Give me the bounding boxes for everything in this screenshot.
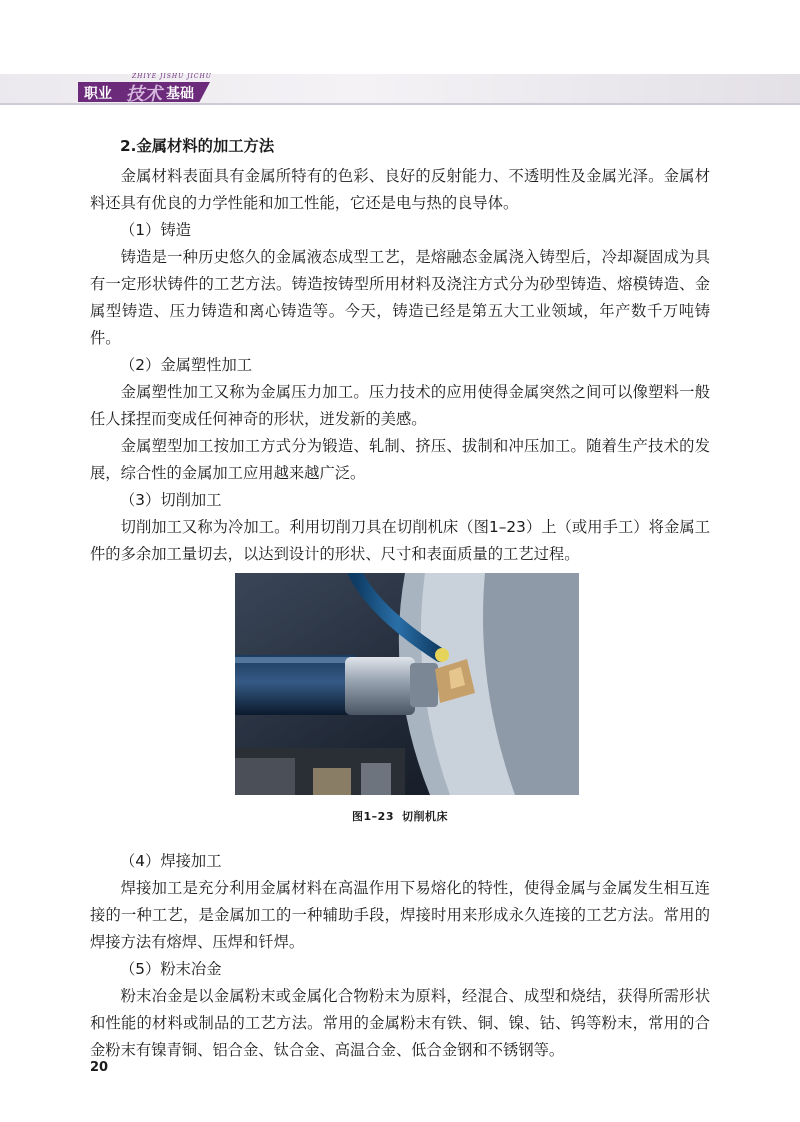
figure-number: 图1–23 [352, 810, 394, 823]
paragraph: 粉末冶金是以金属粉末或金属化合物粉末为原料，经混合、成型和烧结，获得所需形状和性能的材料或制品的工艺方法。常用的金属粉末有铁、铜、镍、钴、钨等粉末，常用的合金粉末有镍青铜、铝合金、钛合金、高温合金、低合金钢和不锈钢等。 [90, 987, 710, 1059]
item-heading-powder-metallurgy: （5）粉末冶金 [120, 960, 222, 978]
paragraph: 切削加工又称为冷加工。利用切削刀具在切削机床（图1–23）上（或用手工）将金属工件的多余加工量切去，以达到设计的形状、尺寸和表面质量的工艺过程。 [90, 518, 710, 563]
section-title: 2.金属材料的加工方法 [120, 137, 275, 155]
paragraph: 铸造是一种历史悠久的金属液态成型工艺，是熔融态金属浇入铸型后，冷却凝固成为具有一定形状铸件的工艺方法。铸造按铸型所用材料及浇注方式分为砂型铸造、熔模铸造、金属型铸造、压力铸造和离心铸造等。今天，铸造已经是第五大工业领域，年产数千万吨铸件。 [90, 248, 710, 347]
item-heading-plastic-forming: （2）金属塑性加工 [120, 356, 253, 374]
paragraph: 金属塑性加工又称为金属压力加工。压力技术的应用使得金属突然之间可以像塑料一般任人揉捏而变成任何神奇的形状，迸发新的美感。 [90, 383, 710, 428]
header-word-jishu: 技术 [126, 84, 162, 105]
figure-1-23 [90, 573, 710, 848]
cutting-machine-photo [235, 573, 579, 795]
page-body [90, 132, 710, 1064]
header-pinyin: ZHIYE JISHU JICHU [132, 73, 212, 80]
figure-caption [90, 803, 710, 830]
item-heading-welding: （4）焊接加工 [120, 852, 222, 870]
item-heading-cutting: （3）切削加工 [120, 491, 222, 509]
header-word-zhiye: 职业 [84, 86, 112, 102]
page-number: 20 [90, 1060, 109, 1075]
paragraph: 焊接加工是充分利用金属材料在高温作用下易熔化的特性，使得金属与金属发生相互连接的一种工艺，是金属加工的一种辅助手段，焊接时用来形成永久连接的工艺方法。常用的焊接方法有熔焊、压焊和钎焊。 [90, 879, 710, 951]
figure-caption-text: 切削机床 [401, 810, 448, 823]
section-intro: 金属材料表面具有金属所特有的色彩、良好的反射能力、不透明性及金属光泽。金属材料还具有优良的力学性能和加工性能，它还是电与热的良导体。 [90, 167, 710, 212]
header-word-jichu: 基础 [166, 86, 194, 102]
header-divider [0, 103, 800, 105]
item-heading-casting: （1）铸造 [120, 221, 191, 239]
paragraph: 金属塑型加工按加工方式分为锻造、轧制、挤压、拔制和冲压加工。随着生产技术的发展，综合性的金属加工应用越来越广泛。 [90, 437, 710, 482]
